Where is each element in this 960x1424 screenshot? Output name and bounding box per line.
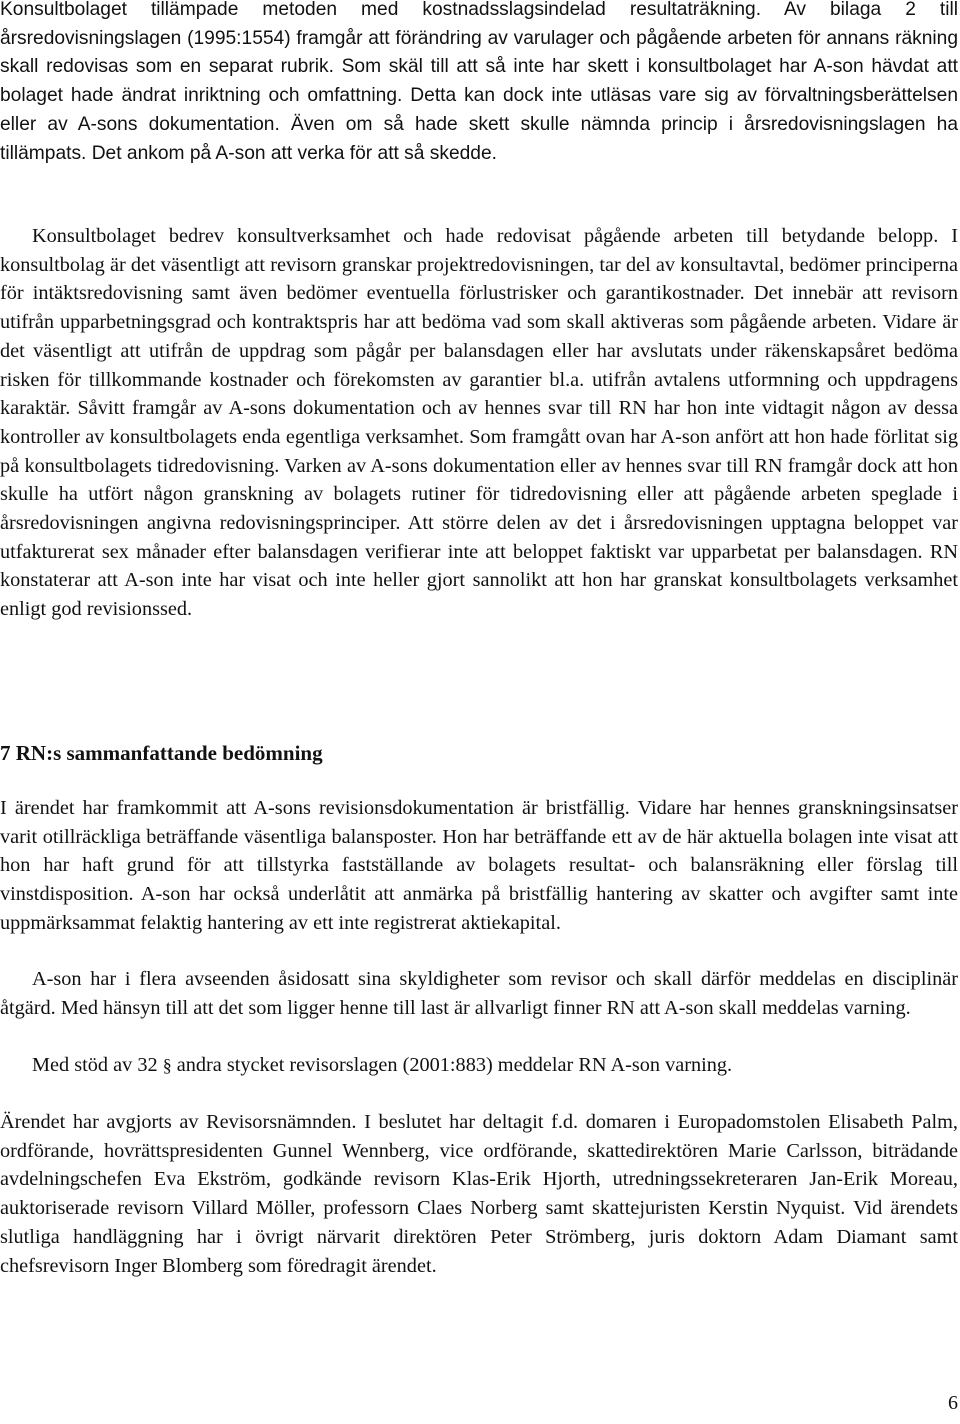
decision-text-end: andra stycket revisorslagen (2001:883) meddelar RN A-son varning.: [171, 1054, 733, 1076]
page-number: 6: [948, 1392, 958, 1414]
paragraph-summary-findings: I ärendet har framkommit att A-sons revisionsdokumentation är bristfällig. Vidare har hennes granskningsinsatser varit otillräckliga beträffande väsentliga balansposter. Hon har beträffande ett av de här aktuella bolagen inte visat att hon har haft grund för att tillstyrka fastställande av bolagets resultat- och balansräkning eller förslag till vinstdisposition. A-son har också underlåtit att anmärka på bristfällig hantering av skatter och avgifter samt inte uppmärksammat felaktig hantering av ett inte registrerat aktiekapital.: [0, 797, 958, 934]
decision-text-start: Med stöd av 32: [32, 1054, 163, 1076]
section-heading: 7 RN:s sammanfattande bedömning: [0, 741, 323, 765]
paragraph-consulting-business: Konsultbolaget bedrev konsultverksamhet och hade redovisat pågående arbeten till betydande belopp. I konsultbolag är det väsentligt att revisorn granskar projektredovisningen, tar del av konsultavtal, bedömer principerna för intäktsredovisning samt även bedömer eventuella förlustrisker och garantikostnader. Det innebär att revisorn utifrån upparbetningsgrad och kontraktspris har att bedöma vad som skall aktiveras som pågående arbeten. Vidare är det väsentligt att utifrån de uppdrag som pågår per balansdagen eller har avslutats under räkenskapsåret bedöma risken för tillkommande kostnader och förekomsten av garantier bl.a. utifrån avtalens utformning och uppdragens karaktär. Såvitt framgår av A-sons dokumentation och av hennes svar till RN har hon inte vidtagit någon av dessa kontroller av konsultbolagets enda egentliga verksamhet. Som framgått ovan har A-son anfört att hon hade förlitat sig på konsultbolagets tidredovisning. Varken av A-sons dokumentation eller av hennes svar till RN framgår dock att hon skulle ha utfört någon granskning av bolagets rutiner för tidredovisning eller att pågående arbeten speglade i årsredovisningen angivna redovisningsprinciper. Att större delen av det i årsredovisningen upptagna beloppet var utfakturerat sex månader efter balansdagen verifierar inte att beloppet faktiskt var upparbetat per balansdagen. RN konstaterar att A-son inte har visat och inte heller gjort sannolikt att hon har granskat konsultbolagets verksamhet enligt god revisionssed.: [0, 225, 958, 621]
paragraph-disciplinary-action: A-son har i flera avseenden åsidosatt sina skyldigheter som revisor och skall därför meddelas en disciplinär åtgärd. Med hänsyn till att det som ligger henne till last är allvarligt finner RN att A-son skall meddelas varning.: [0, 968, 958, 1019]
section-sign: §: [162, 1055, 172, 1075]
paragraph-decision: [0, 1051, 958, 1080]
paragraph-board-composition: Ärendet har avgjorts av Revisorsnämnden. I beslutet har deltagit f.d. domaren i Europadomstolen Elisabeth Palm, ordförande, hovrättspresidenten Gunnel Wennberg, vice ordförande, skattedirektören Marie Carlsson, biträdande avdelningschefen Eva Ekström, godkände revisorn Klas-Erik Hjorth, utredningssekreteraren Jan-Erik Moreau, auktoriserade revisorn Villard Möller, professorn Claes Norberg samt skattejuristen Kerstin Nyquist. Vid ärendets slutliga handläggning har i övrigt närvarit direktören Peter Strömberg, juris doktorn Adam Diamant samt chefsrevisorn Inger Blomberg som föredragit ärendet.: [0, 1111, 958, 1277]
paragraph-result-statement: Konsultbolaget tillämpade metoden med kostnadsslagsindelad resultaträkning. Av bilaga 2 till årsredovisningslagen (1995:1554) framgår att förändring av varulager och pågående arbeten för annans räkning skall redovisas som en separat rubrik. Som skäl till att så inte har skett i konsultbolaget har A-son hävdat att bolaget hade ändrat inriktning och omfattning. Detta kan dock inte utläsas vare sig av förvaltningsberättelsen eller av A-sons dokumentation. Även om så hade skett skulle nämnda princip i årsredovisningslagen ha tillämpats. Det ankom på A-son att verka för att så skedde.: [0, 0, 958, 164]
